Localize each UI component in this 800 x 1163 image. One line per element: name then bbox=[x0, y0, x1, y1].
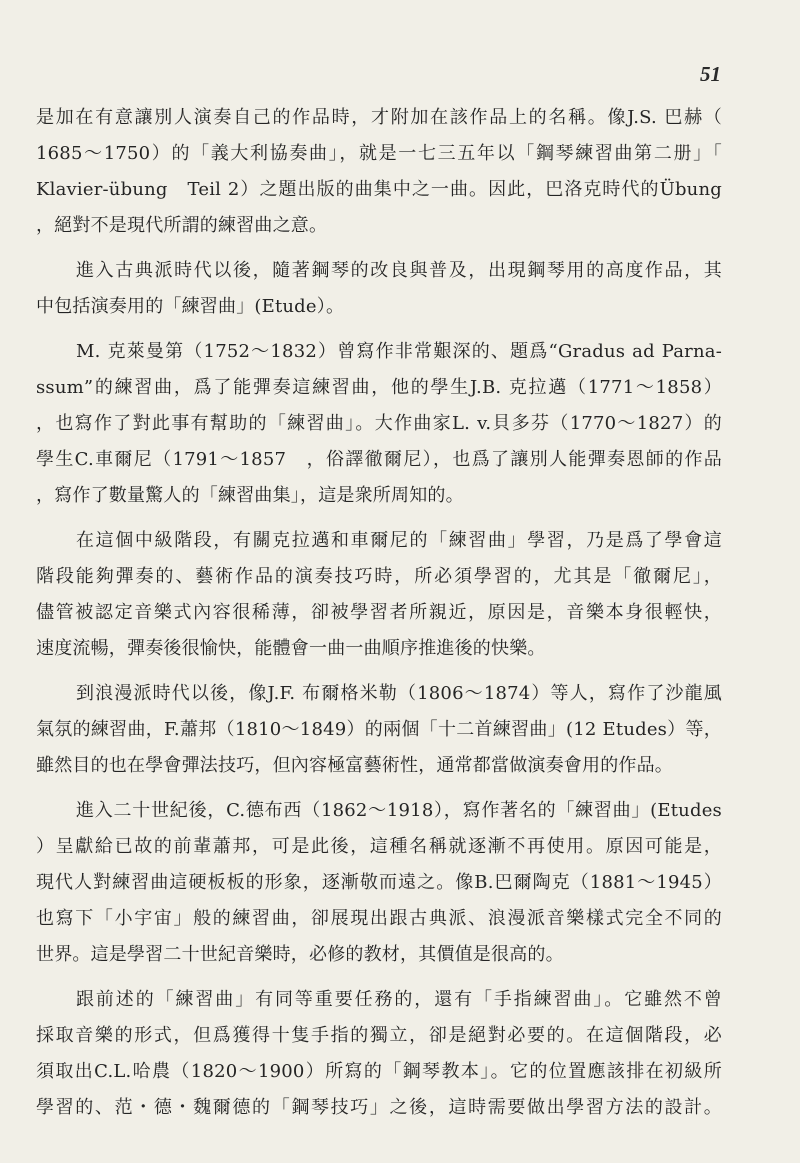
text-line: Klavier-übung Teil 2）之題出版的曲集中之一曲。因此，巴洛克時代的Übung bbox=[36, 179, 722, 200]
text-line: ssum”的練習曲，爲了能彈奏這練習曲，他的學生J.B. 克拉邁（1771～1858） bbox=[36, 377, 722, 398]
body-text bbox=[36, 100, 722, 1135]
paragraph bbox=[36, 982, 722, 1126]
paragraph bbox=[36, 523, 722, 667]
text-line: 須取出C.L.哈農（1820～1900）所寫的「鋼琴教本」。它的位置應該排在初級所 bbox=[36, 1061, 722, 1082]
text-line: 到浪漫派時代以後，像J.F. 布爾格米勒（1806～1874）等人，寫作了沙龍風 bbox=[76, 683, 722, 704]
text-line: 速度流暢，彈奏後很愉快，能體會一曲一曲順序推進後的快樂。 bbox=[36, 638, 546, 659]
text-line: 進入古典派時代以後，隨著鋼琴的改良與普及，出現鋼琴用的高度作品，其 bbox=[76, 260, 722, 281]
paragraph bbox=[36, 100, 722, 244]
text-line: 現代人對練習曲這硬板板的形象，逐漸敬而遠之。像B.巴爾陶克（1881～1945） bbox=[36, 872, 722, 893]
text-line: 是加在有意讓別人演奏自己的作品時，才附加在該作品上的名稱。像J.S. 巴赫（ bbox=[36, 107, 722, 128]
text-line: 1685～1750）的「義大利協奏曲」，就是一七三五年以「鋼琴練習曲第二册」「 bbox=[36, 143, 722, 164]
text-line: 中包括演奏用的「練習曲」(Etude）。 bbox=[36, 296, 345, 317]
text-line: 採取音樂的形式，但爲獲得十隻手指的獨立，卻是絕對必要的。在這個階段，必 bbox=[36, 1025, 722, 1046]
text-line: 世界。這是學習二十世紀音樂時，必修的教材，其價值是很高的。 bbox=[36, 944, 564, 965]
text-line: ，絕對不是現代所謂的練習曲之意。 bbox=[36, 215, 328, 236]
text-line: 跟前述的「練習曲」有同等重要任務的，還有「手指練習曲」。它雖然不曾 bbox=[76, 989, 722, 1010]
text-line: 儘管被認定音樂式內容很稀薄，卻被學習者所親近，原因是，音樂本身很輕快， bbox=[36, 602, 722, 623]
text-line: 雖然目的也在學會彈法技巧，但內容極富藝術性，通常都當做演奏會用的作品。 bbox=[36, 755, 673, 776]
paragraph bbox=[36, 253, 722, 325]
text-line: 在這個中級階段，有關克拉邁和車爾尼的「練習曲」學習，乃是爲了學會這 bbox=[76, 530, 722, 551]
text-line: 氣氛的練習曲，F.蕭邦（1810～1849）的兩個「十二首練習曲」(12 Etudes）等， bbox=[36, 719, 722, 740]
text-line: 進入二十世紀後，C.德布西（1862～1918），寫作著名的「練習曲」(Etudes bbox=[76, 800, 722, 821]
text-line: ）呈獻給已故的前輩蕭邦，可是此後，這種名稱就逐漸不再使用。原因可能是， bbox=[36, 836, 722, 857]
paragraph bbox=[36, 334, 722, 514]
paragraph bbox=[36, 793, 722, 973]
text-line: 學習的、范・德・魏爾德的「鋼琴技巧」之後，這時需要做出學習方法的設計。 bbox=[36, 1097, 722, 1118]
text-line: 也寫下「小宇宙」般的練習曲，卻展現出跟古典派、浪漫派音樂樣式完全不同的 bbox=[36, 908, 722, 929]
page-number: 51 bbox=[700, 62, 721, 86]
text-line: ，也寫作了對此事有幫助的「練習曲」。大作曲家L. v.貝多芬（1770～1827）的 bbox=[36, 413, 722, 434]
text-line: 階段能夠彈奏的、藝術作品的演奏技巧時，所必須學習的，尤其是「徹爾尼」， bbox=[36, 566, 722, 587]
text-line: M. 克萊曼第（1752～1832）曾寫作非常艱深的、題爲“Gradus ad Parna- bbox=[76, 341, 722, 362]
text-line: ，寫作了數量驚人的「練習曲集」，這是衆所周知的。 bbox=[36, 485, 464, 506]
text-line: 學生C.車爾尼（1791～1857 ，俗譯徹爾尼），也爲了讓別人能彈奏恩師的作品 bbox=[36, 449, 722, 470]
paragraph bbox=[36, 676, 722, 784]
